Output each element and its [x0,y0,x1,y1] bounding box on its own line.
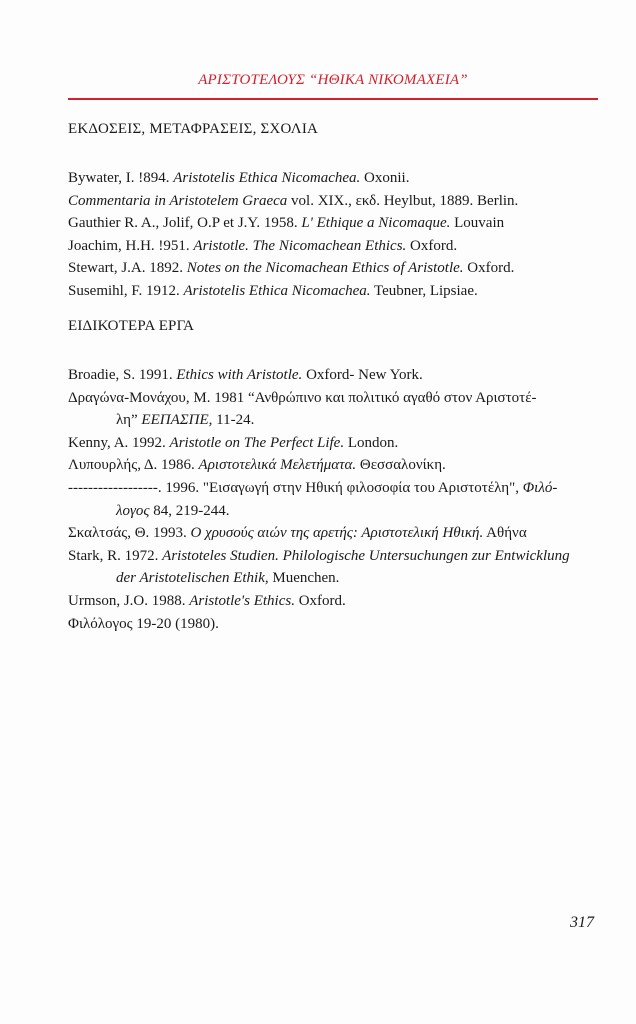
entry-title-text: Aristotelis Ethica Nicomachea. [183,282,371,299]
header-rule [68,98,598,100]
entry-line [68,409,603,432]
entry-text: Urmson, J.O. 1988. [68,592,190,609]
entry-title-text: Commentaria in Aristotelem Graeca [68,192,288,209]
entry-line [68,590,603,613]
bibliography-entry [68,190,603,213]
entry-text: Σκαλτσάς, Θ. 1993. [68,525,191,542]
entry-title-text: λογος [116,502,150,519]
entry-text: Φιλόλογος 19-20 (1980). [68,615,219,632]
entry-line [68,235,603,258]
entry-line [68,545,603,568]
bibliography-list-special-works [68,364,603,635]
bibliography-entry [68,477,603,522]
entry-text: Bywater, I. !894. [68,170,174,186]
entry-title-text: Aristoteles Studien. Philologische Untersuchungen zur Entwicklung [162,547,570,564]
bibliography-entry [68,212,603,235]
bibliography-entry [68,590,603,613]
entry-text: Teubner, Lipsiae. [370,282,478,299]
bibliography-entry [68,235,603,258]
entry-text: 84, 219-244. [149,502,230,519]
entry-line [68,613,603,636]
entry-title-text: Aristotelis Ethica Nicomachea. [173,170,361,186]
entry-title-text: Φιλό- [522,479,558,496]
entry-title-text: L' Ethique a Nicomaque. [301,215,451,232]
entry-line [68,280,603,303]
entry-title-text: der Aristotelischen Ethik, [116,570,269,587]
entry-title-text: Aristotle on The Perfect Life. [169,434,345,451]
entry-text: Gauthier R. A., Jolif, O.P et J.Y. 1958. [68,215,302,232]
entry-text: Susemihl, F. 1912. [68,282,184,299]
entry-text: Oxford. [463,260,515,277]
entry-text: Oxford. [406,237,458,254]
entry-text: Θεσσαλονίκη. [356,457,446,474]
bibliography-list-editions [68,167,603,303]
bibliography-entry [68,387,603,432]
bibliography-entry [68,364,603,387]
entry-text: Stewart, J.A. 1892. [68,260,187,277]
entry-line [68,190,603,213]
entry-text: Oxford. [294,592,346,609]
entry-text: Muenchen. [268,570,340,587]
entry-title-text: Αριστοτελικά Μελετήματα. [198,457,357,474]
entry-title-text: Aristotle. The Nicomachean Ethics. [193,237,407,254]
bibliography-entry [68,257,603,280]
running-head: ΑΡΙΣΤΟΤΕΛΟΥΣ “ΗΘΙΚΑ ΝΙΚΟΜΑΧΕΙΑ” [198,72,468,88]
entry-line [68,387,603,410]
entry-text: Kenny, A. 1992. [68,434,170,451]
entry-text: Stark, R. 1972. [68,547,163,564]
entry-line [68,257,603,280]
entry-line [68,522,603,545]
entry-text: vol. XIX., εκδ. Heylbut, 1889. Berlin. [287,192,519,209]
bibliography-entry [68,454,603,477]
entry-text: Oxford- New York. [302,367,423,383]
bibliography-entry [68,280,603,303]
section-heading-editions: ΕΚΔΟΣΕΙΣ, ΜΕΤΑΦΡΑΣΕΙΣ, ΣΧΟΛΙΑ [68,121,319,137]
entry-title-text: Ethics with Aristotle. [176,367,303,383]
entry-title-text: Ο χρυσούς αιών της αρετής: Αριστοτελική Ηθική. [190,525,484,542]
entry-title-text: ΕΕΠΑΣΠΕ, [141,412,213,429]
bibliography-entry [68,432,603,455]
entry-text: Louvain [450,215,505,232]
entry-line [68,454,603,477]
entry-text: Λυπουρλής, Δ. 1986. [68,457,199,474]
entry-title-text: Aristotle's Ethics. [189,592,295,609]
entry-text: λη” [116,412,142,429]
entry-line [68,432,603,455]
entry-line [68,477,603,500]
entry-line [68,364,603,387]
entry-text: Δραγώνα-Μονάχου, Μ. 1981 “Ανθρώπινο και πολιτικό αγαθό στον Αριστοτέ- [68,389,537,406]
entry-text: Broadie, S. 1991. [68,367,177,383]
entry-title-text: Notes on the Nicomachean Ethics of Aristotle. [186,260,464,277]
bibliography-entry [68,613,603,636]
page-number: 317 [570,914,594,931]
entry-text: Joachim, H.H. !951. [68,237,194,254]
entry-line [68,167,603,190]
section-heading-special-works: ΕΙΔΙΚΟΤΕΡΑ ΕΡΓΑ [68,318,195,334]
entry-text: ------------------. 1996. "Εισαγωγή στην Ηθική φιλοσοφία του Αριστοτέλη", [68,479,523,496]
bibliography-entry [68,545,603,590]
entry-line [68,500,603,523]
entry-line [68,212,603,235]
bibliography-entry [68,522,603,545]
entry-line [68,567,603,590]
entry-text: 11-24. [212,412,255,429]
entry-text: Αθήνα [483,525,527,542]
entry-text: London. [344,434,399,451]
bibliography-entry [68,167,603,190]
entry-text: Oxonii. [360,170,410,186]
